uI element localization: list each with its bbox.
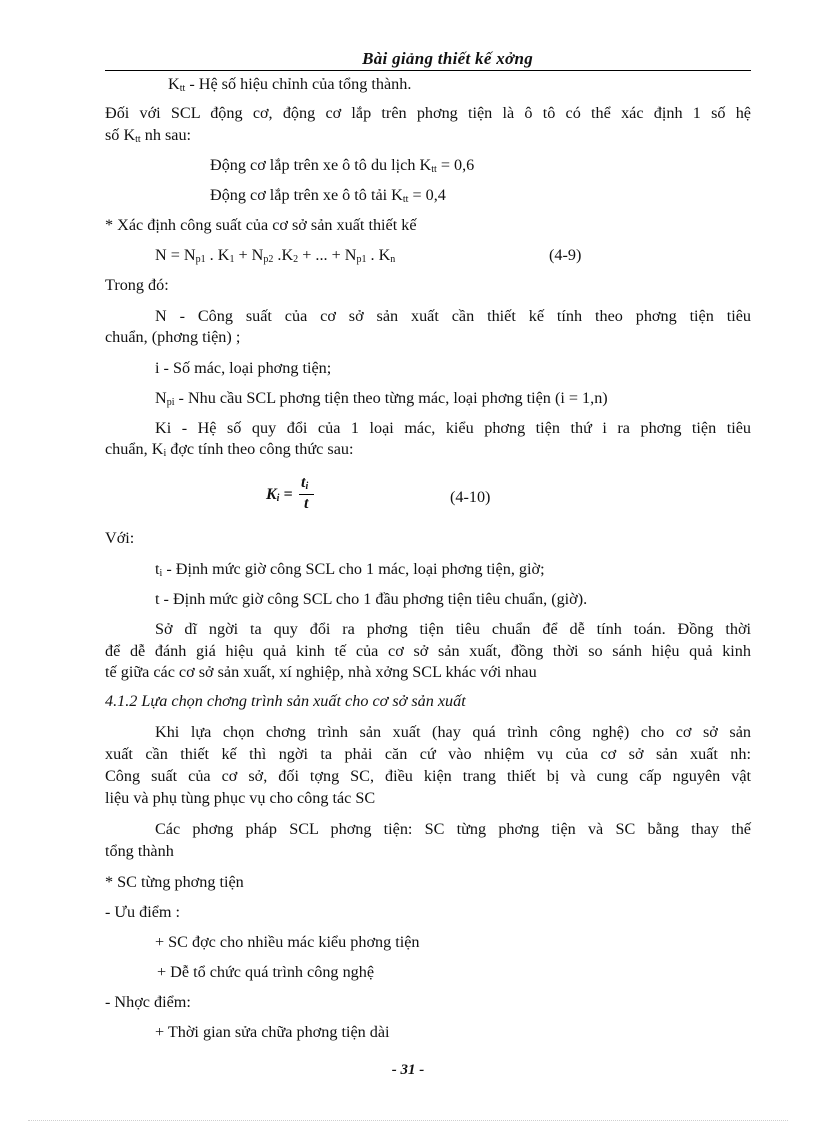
subscript: p1 <box>195 254 206 265</box>
text-line: Đối với SCL động cơ, động cơ lắp trên phơng tiện là ô tô có thể xác định 1 số hệ <box>105 104 751 122</box>
fraction-numerator <box>301 474 308 492</box>
subscript: tt <box>431 164 437 175</box>
text-line: Với: <box>105 529 135 547</box>
equation-number: (4-9) <box>549 246 582 264</box>
subscript: i <box>159 568 163 579</box>
eq-sign: = <box>279 486 293 503</box>
subscript: pi <box>166 397 175 408</box>
text-line: chuẩn, (phơng tiện) ; <box>105 328 241 346</box>
section-heading: 4.1.2 Lựa chọn chơng trình sản xuất cho cơ sở sản xuất <box>105 692 466 710</box>
text-fragment: K <box>168 75 180 93</box>
page-border <box>28 1120 788 1121</box>
text-line: - Ưu điểm : <box>105 903 181 921</box>
equation-number: (4-10) <box>450 488 491 506</box>
page-number: - 31 - <box>391 1062 425 1078</box>
eq-symbol: t <box>301 474 306 491</box>
text-line <box>155 389 608 412</box>
subscript: 2 <box>293 254 299 265</box>
text-line: Khi lựa chọn chơng trình sản xuất (hay quá trình công nghệ) cho cơ sở sản <box>155 723 751 741</box>
eq-term: . K <box>205 246 230 264</box>
text-fragment: = 0,4 <box>408 186 446 204</box>
fraction-denominator: t <box>304 495 309 512</box>
text-line: Sở dĩ ngời ta quy đổi ra phơng tiện tiêu chuẩn để dễ tính toán. Đồng thời <box>155 620 751 638</box>
eq-term: + ... + N <box>298 246 357 264</box>
eq-term: + N <box>234 246 264 264</box>
text-line: để dễ đánh giá hiệu quả kinh tế của cơ sở sản xuất, đồng thời so sánh hiệu quả kinh <box>105 642 751 660</box>
text-fragment: số K <box>105 126 136 144</box>
subscript: tt <box>135 134 141 145</box>
text-fragment: chuẩn, K <box>105 440 164 458</box>
subscript: p2 <box>263 254 274 265</box>
text-line <box>210 186 446 209</box>
equation-4-10 <box>266 474 322 514</box>
text-fragment: Động cơ lắp trên xe ô tô tải K <box>210 186 403 204</box>
eq-lhs <box>266 486 293 504</box>
text-line <box>168 75 411 98</box>
text-fragment: - Nhu cầu SCL phơng tiện theo từng mác, loại phơng tiện (i = 1,n) <box>174 389 608 407</box>
subscript: i <box>305 481 309 492</box>
eq-term: .K <box>273 246 294 264</box>
text-fragment: = 0,6 <box>436 156 475 174</box>
text-line: + SC đợc cho nhiều mác kiểu phơng tiện <box>155 933 420 951</box>
subscript: i <box>163 448 167 459</box>
header-title: Bài giảng thiết kế xởng <box>362 49 533 68</box>
text-line: - Nhợc điểm: <box>105 993 191 1011</box>
text-line: Trong đó: <box>105 276 169 294</box>
text-line: Công suất của cơ sở, đối tợng SC, điều kiện trang thiết bị và cung cấp nguyên vật <box>105 767 751 785</box>
subscript: 1 <box>229 254 235 265</box>
text-fragment: - Hệ số hiệu chỉnh của tổng thành. <box>185 75 412 93</box>
text-line: Các phơng pháp SCL phơng tiện: SC từng phơng tiện và SC bằng thay thế <box>155 820 751 838</box>
text-line <box>105 126 191 149</box>
text-line <box>105 440 353 463</box>
text-line: + Thời gian sửa chữa phơng tiện dài <box>155 1023 390 1041</box>
text-line: * Xác định công suất của cơ sở sản xuất thiết kế <box>105 216 417 234</box>
text-line: i - Số mác, loại phơng tiện; <box>155 359 332 377</box>
text-fragment: N <box>155 389 167 407</box>
eq-term: . K <box>366 246 391 264</box>
equation-4-9 <box>155 246 395 269</box>
subscript: n <box>390 254 396 265</box>
text-line <box>210 156 474 179</box>
eq-term: N = N <box>155 246 196 264</box>
subscript: i <box>276 493 280 504</box>
text-fragment: đợc tính theo công thức sau: <box>166 440 354 458</box>
text-line: Ki - Hệ số quy đổi của 1 loại mác, kiểu phơng tiện thứ i ra phơng tiện tiêu <box>155 419 751 437</box>
subscript: tt <box>179 83 186 94</box>
text-line: tổng thành <box>105 842 174 860</box>
text-line: N - Công suất của cơ sở sản xuất cần thiết kế tính theo phơng tiện tiêu <box>155 307 751 325</box>
text-fragment: - Định mức giờ công SCL cho 1 mác, loại phơng tiện, giờ; <box>162 560 545 578</box>
page-header <box>105 48 751 71</box>
text-line: t - Định mức giờ công SCL cho 1 đầu phơng tiện tiêu chuẩn, (giờ). <box>155 590 588 608</box>
text-fragment: t <box>155 560 160 578</box>
subscript: tt <box>402 194 409 205</box>
text-fragment: Động cơ lắp trên xe ô tô du lịch K <box>210 156 432 174</box>
subscript: p1 <box>356 254 367 265</box>
text-line: * SC từng phơng tiện <box>105 873 244 891</box>
text-line: liệu và phụ tùng phục vụ cho công tác SC <box>105 789 376 807</box>
text-line: tế giữa các cơ sở sản xuất, xí nghiệp, nhà xởng SCL khác với nhau <box>105 663 537 681</box>
text-line: xuất cần thiết kế thì ngời ta phải căn cứ vào nhiệm vụ của cơ sở sản xuất nh: <box>105 745 751 763</box>
text-line: + Dễ tổ chức quá trình công nghệ <box>157 963 375 981</box>
eq-symbol: K <box>266 486 277 503</box>
text-fragment: nh sau: <box>140 126 192 144</box>
text-line <box>155 560 545 583</box>
